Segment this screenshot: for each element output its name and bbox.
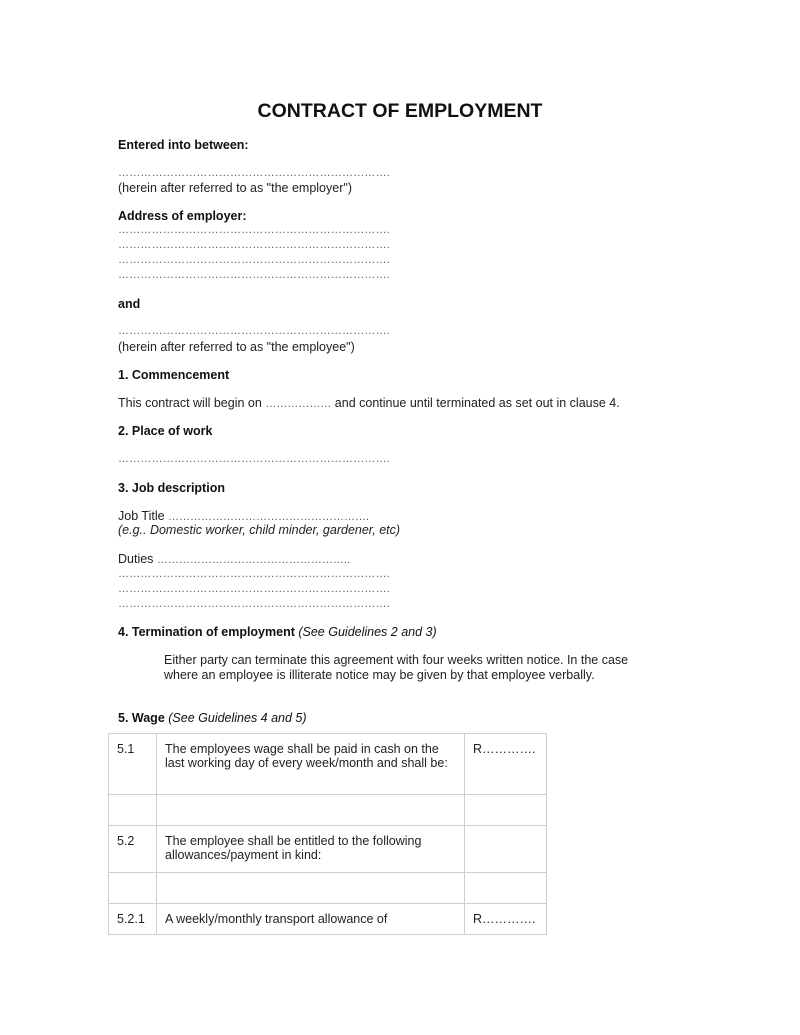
row-description: The employees wage shall be paid in cash on the last working day of every week/month and shall be: <box>157 734 465 795</box>
row-description[interactable] <box>157 873 465 904</box>
employee-note: (herein after referred to as "the employee") <box>118 340 355 354</box>
duties-line-1[interactable]: ………………………………………………………………. <box>118 568 391 580</box>
termination-heading: 4. Termination of employment <box>118 625 295 639</box>
employer-address-line-4[interactable]: ………………………………………………………………. <box>118 269 391 281</box>
job-title-blank[interactable]: ………………………………………………. <box>168 511 370 523</box>
row-number <box>109 873 157 904</box>
duties-line-3[interactable]: ………………………………………………………………. <box>118 598 391 610</box>
wage-heading-row <box>118 711 307 725</box>
row-amount[interactable]: R…………. <box>465 734 547 795</box>
termination-heading-row <box>118 625 437 639</box>
address-of-employer-label: Address of employer: <box>118 209 247 223</box>
termination-paragraph: Either party can terminate this agreement with four weeks written notice. In the case where an employee is illiterate notice may be given by that employee verbally. <box>164 653 629 682</box>
wage-heading: 5. Wage <box>118 711 165 725</box>
employer-address-line-1[interactable]: ………………………………………………………………. <box>118 224 391 236</box>
row-amount[interactable] <box>465 873 547 904</box>
wage-reference: (See Guidelines 4 and 5) <box>168 711 307 725</box>
job-title-label: Job Title <box>118 509 165 523</box>
job-title-row <box>118 509 369 523</box>
duties-blank[interactable]: …………………………………………….. <box>156 554 351 566</box>
table-row <box>109 904 547 935</box>
commencement-text-before: This contract will begin on <box>118 396 262 410</box>
table-row <box>109 795 547 826</box>
row-amount[interactable]: R…………. <box>465 904 547 935</box>
and-label: and <box>118 297 141 311</box>
duties-label: Duties <box>118 552 154 566</box>
row-amount[interactable] <box>465 795 547 826</box>
employer-name-blank[interactable]: ………………………………………………………………. <box>118 167 391 179</box>
job-description-heading: 3. Job description <box>118 481 225 495</box>
termination-reference: (See Guidelines 2 and 3) <box>298 625 437 639</box>
employer-address-line-2[interactable]: ………………………………………………………………. <box>118 239 391 251</box>
duties-row <box>118 552 350 566</box>
employee-name-blank[interactable]: ………………………………………………………………. <box>118 325 391 337</box>
table-row <box>109 873 547 904</box>
row-number: 5.2.1 <box>109 904 157 935</box>
row-description: A weekly/monthly transport allowance of <box>157 904 465 935</box>
commencement-date-blank[interactable]: ……………… <box>265 398 332 410</box>
commencement-text-after: and continue until terminated as set out in clause 4. <box>334 396 620 410</box>
place-of-work-heading: 2. Place of work <box>118 424 213 438</box>
row-number: 5.1 <box>109 734 157 795</box>
commencement-heading: 1. Commencement <box>118 368 230 382</box>
page-title: CONTRACT OF EMPLOYMENT <box>257 100 543 122</box>
job-title-example: (e.g.. Domestic worker, child minder, gardener, etc) <box>118 523 401 537</box>
entered-into-between-label: Entered into between: <box>118 138 249 152</box>
row-description: The employee shall be entitled to the following allowances/payment in kind: <box>157 826 465 873</box>
place-of-work-blank[interactable]: ………………………………………………………………. <box>118 453 391 465</box>
row-number <box>109 795 157 826</box>
row-amount[interactable] <box>465 826 547 873</box>
employer-address-line-3[interactable]: ………………………………………………………………. <box>118 254 391 266</box>
duties-line-2[interactable]: ………………………………………………………………. <box>118 583 391 595</box>
row-description[interactable] <box>157 795 465 826</box>
table-row <box>109 734 547 795</box>
wage-table <box>108 733 547 935</box>
commencement-text <box>118 396 620 410</box>
row-number: 5.2 <box>109 826 157 873</box>
table-row <box>109 826 547 873</box>
employer-note: (herein after referred to as "the employer") <box>118 181 352 195</box>
